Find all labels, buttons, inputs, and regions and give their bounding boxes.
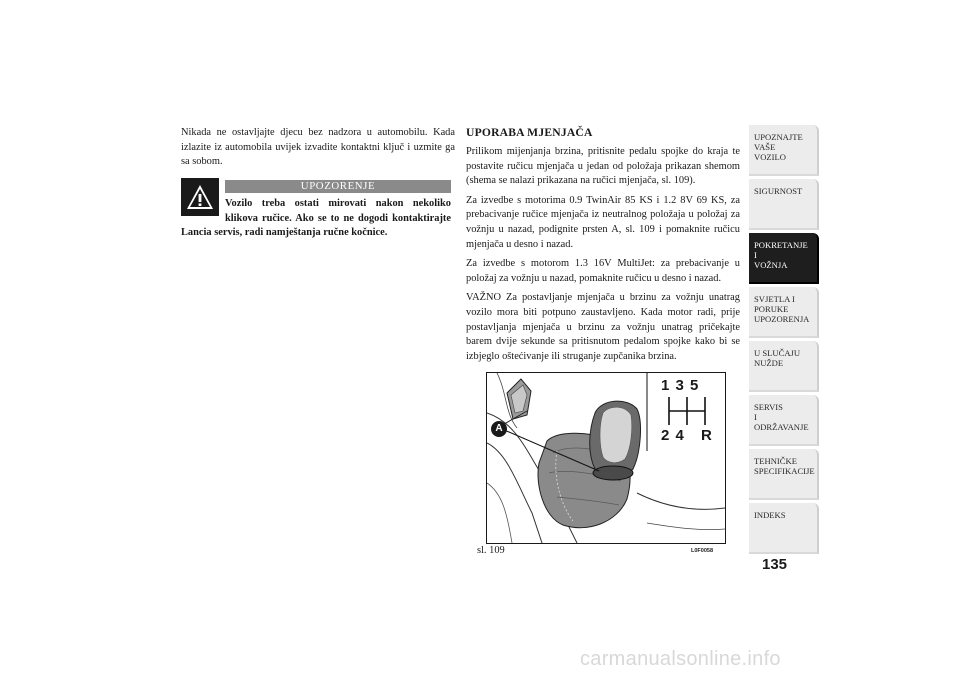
tab-indeks[interactable]: INDEKS xyxy=(749,503,819,554)
tab-svjetla-i-poruke[interactable]: SVJETLA I PORUKE UPOZORENJA xyxy=(749,287,819,338)
tab-tehnicke-specifikacije[interactable]: TEHNIČKE SPECIFIKACIJE xyxy=(749,449,819,500)
watermark: carmanualsonline.info xyxy=(580,648,781,670)
gear-reverse: R xyxy=(701,427,712,444)
section-title: UPORABA MJENJAČA xyxy=(466,126,593,139)
page-number: 135 xyxy=(762,556,788,573)
warning-text xyxy=(181,197,451,241)
warning-text-first: Vozilo treba ostati mirovati nakon nekoliko klikova ručice. Ako se to ne dogodi kontaktirajte xyxy=(225,198,451,224)
right-column xyxy=(466,126,740,369)
gear-numbers-bottom: 2 4 xyxy=(661,427,684,444)
tab-u-slucaju-nuzde[interactable]: U SLUČAJU NUŽDE xyxy=(749,341,819,392)
paragraph-2: Za izvedbe s motorima 0.9 TwinAir 85 KS i 1.2 8V 69 KS, za prebacivanje ručice mjenjača iz neutralnog položaja u položaj za vožnju u nazad, podignite prsten A, sl. 109 i pomaknite ručicu mjenjača u desno i nazad. xyxy=(466,194,740,250)
gear-lever-illustration xyxy=(487,373,725,543)
intro-paragraph: Nikada ne ostavljajte djecu bez nadzora u automobilu. Kada izlazite iz automobila uvijek izvadite kontaktni ključ i uzmite ga sa sobom. xyxy=(181,127,455,168)
figure-caption: sl. 109 xyxy=(477,545,505,556)
tab-sigurnost[interactable]: SIGURNOST xyxy=(749,179,819,230)
tab-servis-i-odrzavanje[interactable]: SERVIS I ODRŽAVANJE xyxy=(749,395,819,446)
gear-lever-figure xyxy=(486,372,726,544)
paragraph-3: Za izvedbe s motorom 1.3 16V MultiJet: za prebacivanje u položaj za vožnju u nazad, pomaknite ručicu u desno i nazad. xyxy=(466,258,740,284)
warning-title: UPOZORENJE xyxy=(225,180,451,193)
paragraph-1: Prilikom mijenjanja brzina, pritisnite pedalu spojke do kraja te postavite ručicu mjenjača u jedan od položaja prikazan shemom (shema se nalazi prikazana na ručici mjenjača, sl. 109). xyxy=(466,146,740,187)
tab-pokretanje-i-voznja[interactable]: POKRETANJE I VOŽNJA xyxy=(749,233,819,284)
gear-numbers-top: 1 3 5 xyxy=(661,377,699,394)
warning-text-rest: Lancia servis, radi namještanja ručne kočnice. xyxy=(181,227,388,239)
figure-code: L0F0058 xyxy=(691,548,714,554)
ring-label-a: A xyxy=(491,421,507,437)
paragraph-4: VAŽNO Za postavljanje mjenjača u brzinu za vožnju unatrag vozilo mora biti potpuno zaustavljeno. Kada motor radi, prije postavljanja mjenjača u brzinu za vožnju unatrag pričekajte barem dvije sekunde sa pritisnutom pedalom spojke kako bi se izbjeglo oštećivanje ili struganje zupčanika brzina. xyxy=(466,292,740,362)
left-column xyxy=(181,126,455,170)
tab-upoznajte-vase-vozilo[interactable]: UPOZNAJTE VAŠE VOZILO xyxy=(749,125,819,176)
